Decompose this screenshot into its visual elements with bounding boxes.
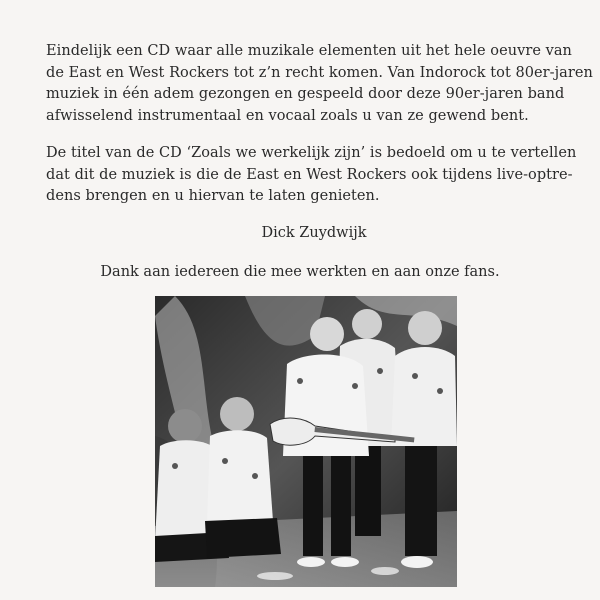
intro-paragraph: [46, 41, 593, 127]
intro-line: de East en West Rockers tot z’n recht komen. Van Indorock tot 80er-jaren: [46, 64, 593, 81]
title-line: dens brengen en u hiervan te laten genieten.: [46, 188, 380, 204]
intro-line: afwisselend instrumentaal en vocaal zoals u van ze gewend bent.: [46, 107, 529, 124]
title-line: De titel van de CD ‘Zoals we werkelijk zijn’ is bedoeld om u te vertellen: [46, 145, 577, 161]
band-photo-icon: [155, 296, 457, 587]
intro-line: Eindelijk een CD waar alle muzikale elementen uit het hele oeuvre van: [46, 43, 572, 59]
thanks-line: Dank aan iedereen die mee werkten en aan onze fans.: [100, 264, 500, 280]
title-paragraph: [46, 143, 577, 208]
title-line: dat dit de muziek is die de East en West Rockers ook tijdens live-optre-: [46, 166, 573, 183]
band-photo: [155, 296, 457, 587]
signature: Dick Zuydwijk: [261, 225, 367, 241]
intro-line: muziek in één adem gezongen en gespeeld door deze 90er-jaren band: [46, 86, 565, 102]
